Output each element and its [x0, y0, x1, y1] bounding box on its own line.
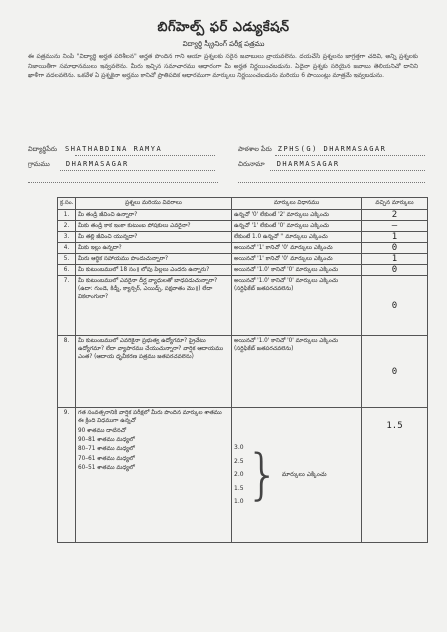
row-rule-cell — [232, 408, 362, 543]
row-question: మీ కుటుంబములో 18 సం॥ లోపు పిల్లలు ఎందరు ఉన్నారు? — [76, 265, 232, 276]
score-value: 2.5 — [234, 457, 244, 465]
range-item: 70–61 శాతము మధ్యలో — [78, 455, 135, 462]
row-number: 7. — [58, 276, 76, 336]
table-row — [58, 254, 428, 265]
village-field — [28, 160, 129, 170]
row-number: 8. — [58, 336, 76, 408]
instructions-paragraph: ఈ పత్రమును నింపి "విద్యార్థి అర్హత పరిశీలన" అర్హత పొందిన గాని ఆయా ప్రశ్నలకు సరైన జవాబులు వ్రాయవలెను. దయచేసి ప్రశ్నలను జాగ్రత్తగా చదివి, అన్ని ప్రశ్నలకు నిజాయితీగా సమాధానములు ఇవ్వవలెను. మీరు ఇచ్చిన సమాచారము ఆధారంగా మీ అర్హత నిర్ణయించబడును. ఏదైనా ప్రశ్నకు సరియైన జవాబు తెలియనిచో దానిని ఖాళీగా వదలవలెను. ఒకవేళ ఏ ప్రశ్నకైనా అర్హము కానిచో ప్రాతిపదిక ఆధారముగా మార్కులు నిర్ణయించబడును మరియు 6 పాయింట్లు మాత్రమే ఇవ్వబడును. — [28, 53, 418, 80]
brace-icon: } — [245, 443, 280, 506]
row-rule: అయినచో '1.0' కానిచో '0' మార్కులు ఎక్కించు (సర్టిఫికేట్ జతపరచవలెను) — [232, 276, 362, 336]
table-row — [58, 265, 428, 276]
row-number: 4. — [58, 243, 76, 254]
table-row — [58, 243, 428, 254]
extra-underline-right — [238, 182, 425, 183]
row-number: 9. — [58, 408, 76, 543]
screening-table — [57, 197, 428, 543]
row-number: 5. — [58, 254, 76, 265]
header-serial: క్ర.సం. — [58, 198, 76, 210]
percentage-ranges — [78, 427, 229, 473]
student-name-label: విద్యార్థిపేరు — [28, 145, 57, 153]
school-name-underline — [275, 155, 425, 156]
row-number: 6. — [58, 265, 76, 276]
score-scale — [234, 441, 359, 509]
table-row — [58, 276, 428, 336]
score-value: 3.0 — [234, 444, 244, 452]
row-mark: 0 — [362, 336, 428, 408]
row-mark: — — [362, 221, 428, 232]
village-value: DHARMASAGAR — [65, 160, 129, 168]
row-mark: 0 — [362, 243, 428, 254]
extra-underline-left — [28, 182, 218, 183]
row-mark: 1.5 — [362, 408, 428, 543]
table-row — [58, 336, 428, 408]
row-number: 2. — [58, 221, 76, 232]
table-row — [58, 221, 428, 232]
row-rule: మార్కులు ఎక్కించు — [281, 471, 327, 478]
row-rule: అయినచో '1' కానిచో '0' మార్కులు ఎక్కించు — [232, 243, 362, 254]
row-rule: లేకుంటే 1.0 ఉన్నచో '' మార్కులు ఎక్కించు — [232, 232, 362, 243]
row-question: మీ తండ్రి జీవించి ఉన్నారా? — [76, 210, 232, 221]
row-question: మీకు ఇల్లు ఉన్నదా? — [76, 243, 232, 254]
row-rule: ఉన్నచో '0' లేకుంటే '2' మార్కులు ఎక్కించు — [232, 210, 362, 221]
row-rule: అయినచో '1' కానిచో '0' మార్కులు ఎక్కించు — [232, 254, 362, 265]
table-header-row — [58, 198, 428, 210]
school-name-value: ZPHS(G) DHARMASAGAR — [277, 145, 387, 153]
row-number: 1. — [58, 210, 76, 221]
range-item: 80–71 శాతము మధ్యలో — [78, 446, 135, 453]
table-row — [58, 232, 428, 243]
address-label: చిరునామా — [238, 160, 265, 168]
address-value: DHARMASAGAR — [276, 160, 340, 168]
school-name-label: పాఠశాల పేరు — [238, 145, 272, 153]
address-underline — [270, 170, 425, 171]
village-label: గ్రామము — [28, 160, 50, 168]
row-mark: 0 — [362, 276, 428, 336]
row-mark: 1 — [362, 254, 428, 265]
row-question: గత సంవత్సరానికి వార్షిక పరీక్షలో మీరు పొందిన మార్కుల శాతము ఈ క్రింది విధముగా ఉన్నచో — [78, 410, 222, 424]
form-subtitle: విద్యార్థి స్క్రీనింగ్ పరీక్ష పత్రము — [182, 40, 265, 48]
address-field — [238, 160, 340, 170]
row-question: మీ తల్లి జీవించి యున్నదా? — [76, 232, 232, 243]
row-question: మీరు ఆర్థిక సహాయము పొందుచున్నారా? — [76, 254, 232, 265]
range-item: 90–81 శాతము మధ్యలో — [78, 437, 135, 444]
range-item: 60–51 శాతము మధ్యలో — [78, 464, 135, 471]
row-question-cell — [76, 408, 232, 543]
row-rule: అయినచో '1.0' కానిచో '0' మార్కులు ఎక్కించు (సర్టిఫికేట్ జతపరచవలెను) — [232, 336, 362, 408]
student-name-field — [28, 145, 162, 155]
row-question: మీకు తండ్రి కాక ఇంకా కుటుంబ పోషకులు ఎవరైనా? — [76, 221, 232, 232]
range-item: 90 శాతము దాటినచో — [78, 428, 127, 434]
table-row — [58, 210, 428, 221]
score-value: 1.0 — [234, 498, 244, 506]
student-name-value: SHATHABDINA RAMYA — [65, 145, 163, 153]
table-row — [58, 408, 428, 543]
header-question: ప్రశ్నలు మరియు వివరాలు — [76, 198, 232, 210]
village-underline — [60, 170, 215, 171]
row-number: 3. — [58, 232, 76, 243]
header-marking-rule: మార్కులు విధానము — [232, 198, 362, 210]
score-value: 1.5 — [234, 484, 244, 492]
row-mark: 0 — [362, 265, 428, 276]
row-rule: ఉన్నచో '1' లేకుంటే '0' మార్కులు ఎక్కించు — [232, 221, 362, 232]
student-name-underline — [75, 155, 215, 156]
row-question: మీ కుటుంబములో ఎవరైనా దీర్ఘ వ్యాధులతో బాధపడుచున్నారా? (ఉదా: గుండె, కిడ్నీ, క్యాన్సర్, ఎయిడ్స్, పక్షవాతం మొ॥) లేదా వికలాంగులా? — [76, 276, 232, 336]
score-value: 2.0 — [234, 471, 244, 479]
form-title: బిగ్‌హెల్ప్ ఫర్ ఎడ్యుకేషన్ — [157, 20, 290, 35]
header-marks-obtained: వచ్చిన మార్కులు — [362, 198, 428, 210]
row-rule: అయినచో '1.0' కానిచో '0' మార్కులు ఎక్కించు — [232, 265, 362, 276]
row-mark: 1 — [362, 232, 428, 243]
row-mark: 2 — [362, 210, 428, 221]
row-question: మీ కుటుంబములో ఎవరికైనా ప్రభుత్వ ఉద్యోగమా? ప్రైవేటు ఉద్యోగమా? లేదా వ్యాపారము చేయుచున్నారా? వార్షిక ఆదాయము ఎంత? (ఆదాయ ధృవీకరణ పత్రము జతపరచవలెను) — [76, 336, 232, 408]
school-name-field — [238, 145, 386, 155]
